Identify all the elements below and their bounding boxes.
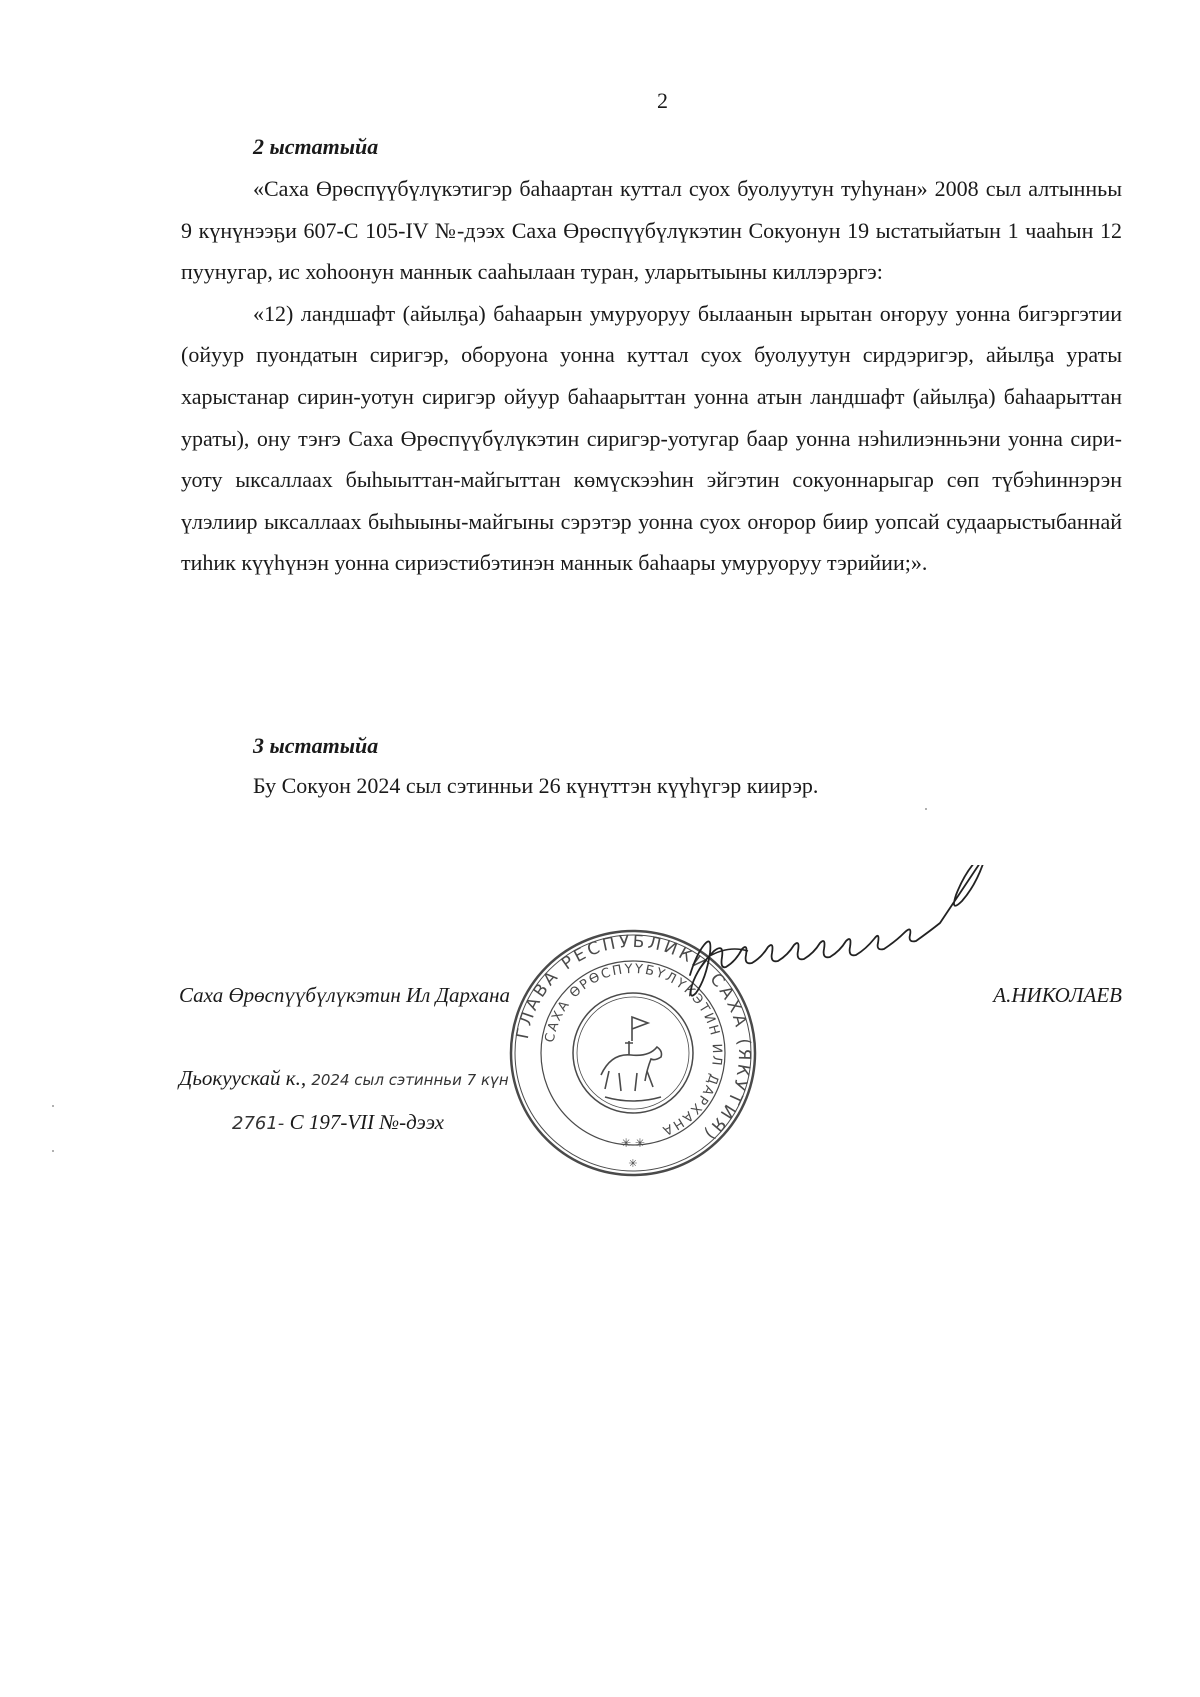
article-2-paragraph-2: «12) ландшафт (айылҕа) баһаарын умуруоруу былаанын ырытан оҥоруу уонна бигэргэтии (ойуур пуондатын сиригэр, оборуона уонна куттал суох буолуутун сирдэригэр, айылҕа ураты харыстанар сирин-уотун сиригэр ойуур баһаарыттан уонна атын ландшафт (айылҕа) баһаарыттан ураты), ону тэҥэ Саха Өрөспүүбүлүкэтин сиригэр-уотугар баар уонна нэһилиэнньэни уонна сири-уоту ыксаллаах быһыыттан-майгыттан көмүскээһин эйгэтин сокуоннарыгар сөп түбэһиннэрэн үлэлиир ыксаллаах быһыыны-майгыны сэрэтэр уонна суох оҥорор биир уопсай судаарыстыбаннай тиһик күүһүнэн уонна сириэстибэтинэн маннык баһаары умуруоруу тэрийии;». [181,300,1122,576]
place-prefix: Дьокуускай к., [179,1066,307,1090]
handwritten-number: 2761- [232,1113,285,1134]
seal-outer-text: ГЛАВА РЕСПУБЛИКИ САХА (ЯКУТИЯ) [512,931,755,1146]
svg-text:✳ ✳: ✳ ✳ [621,1136,645,1150]
handwritten-signature [680,865,1040,1035]
svg-text:✳: ✳ [628,1157,638,1170]
article-2-body [181,168,1122,584]
article-3-heading: 3 ыстатыйа [253,733,379,758]
article-3-text: Бу Сокуон 2024 сыл сэтинньи 26 күнүттэн күүһүгэр киирэр. [253,773,819,798]
document-number-line [232,1110,444,1135]
signatory-name: А.НИКОЛАЕВ [993,983,1122,1007]
handwritten-date: 2024 сыл сэтинньи 7 күн [311,1071,509,1089]
article-2-heading: 2 ыстатыйа [253,134,379,159]
seal-inner-text: САХА ӨРӨСПҮҮБҮЛҮКЭТИН ИЛ ДАРХАНА [542,961,725,1139]
number-suffix: С 197-VII №-дээх [289,1110,444,1134]
place-date-line [179,1066,509,1091]
article-2-paragraph-1: «Саха Өрөспүүбүлүкэтигэр баһаартан куттал суох буолуутун туһунан» 2008 сыл алтынньы 9 күнүнээҕи 607-С 105-IV №-дээх Саха Өрөспүүбүлүкэтин Сокуонун 19 ыстатыйатын 1 чааһын 12 пуунугар, ис хоһоонун маннык сааһылаан туран, уларытыыны киллэрэргэ: [181,176,1122,285]
seal-emblem-icon [601,1017,662,1101]
signatory-title: Саха Өрөспүүбүлүкэтин Ил Дархана [179,983,510,1007]
page-number: 2 [657,88,668,113]
